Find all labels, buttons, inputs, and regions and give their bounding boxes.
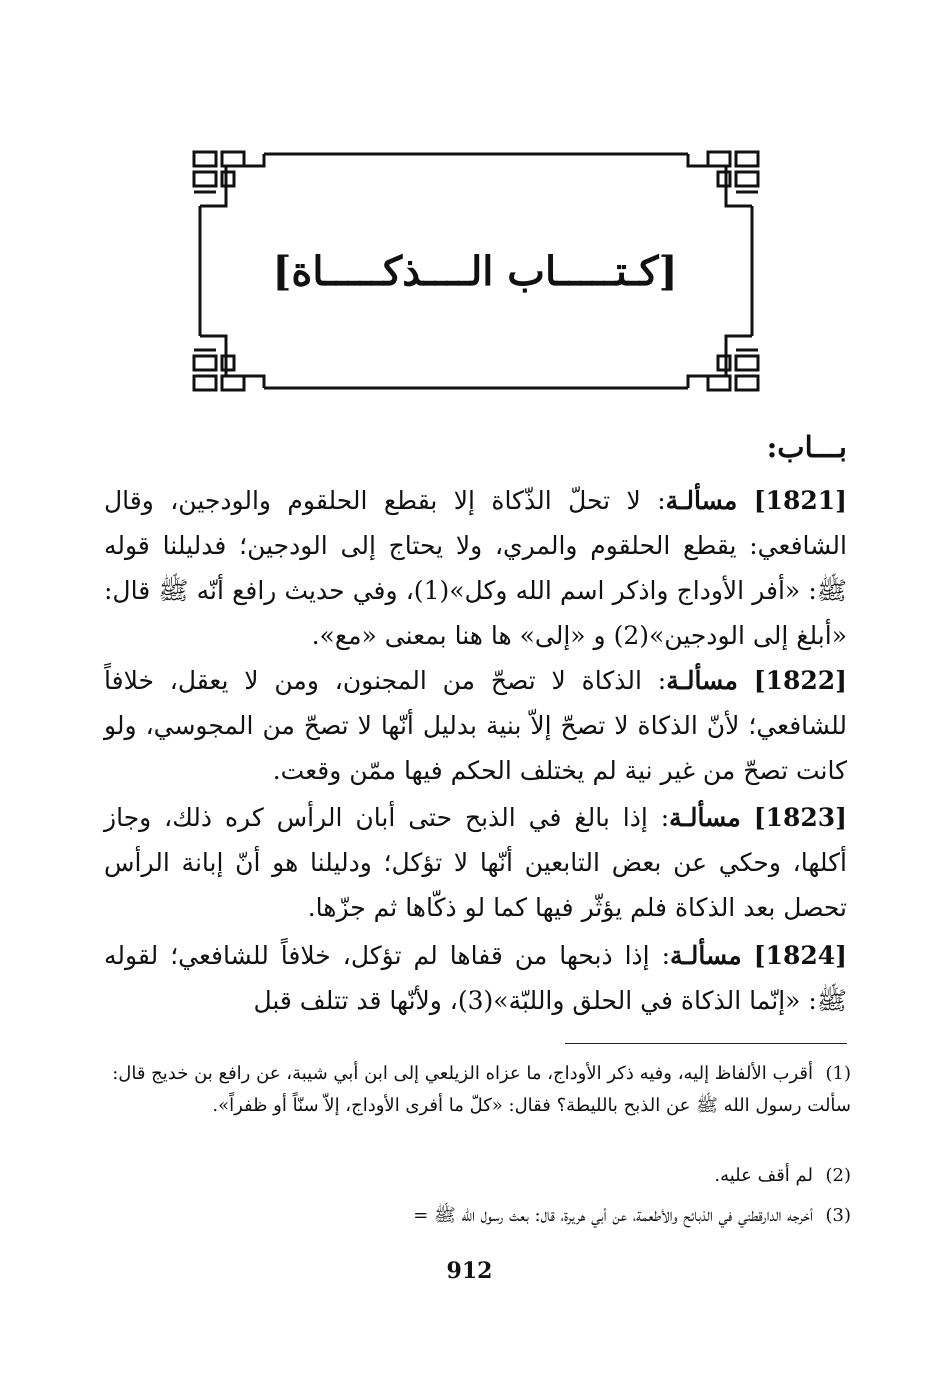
footnote <box>96 1058 851 1122</box>
issue-text: : إذا بالغ في الذبح حتى أبان الرأس كره ذلك، وجاز أكلها، وحكي عن بعض التابعين أنّها لا تؤكل؛ ودليلنا هو أنّ إبانة الرأس تحصل بعد الذكاة فلم يؤثّر فيها كما لو ذكّاها ثم جزّها. <box>104 803 847 922</box>
footnote-text: لم أقف عليه. <box>714 1165 813 1186</box>
issue-paragraph <box>104 658 847 793</box>
book-title: [كـتـــــاب الــــذكـــــاة] <box>272 248 678 295</box>
section-heading: بـــاب: <box>766 430 847 464</box>
issue-paragraph <box>104 933 847 1023</box>
issue-number: [1822] <box>753 666 847 695</box>
footnote-number: (1) <box>825 1063 851 1084</box>
footnote-number: (2) <box>825 1165 851 1186</box>
footnote-text: أقرب الألفاظ إليه، وفيه ذكر الأوداج، ما عزاه الزيلعي إلى ابن أبي شيبة، عن رافع بن خديج قال: سألت رسول الله ﷺ عن الذبح بالليطة؟ فقال: «كلّ ما أفرى الأوداج، إلاّ سنّاً أو ظفراً». <box>112 1063 851 1116</box>
footnote-divider <box>565 1043 847 1044</box>
footnote <box>96 1200 851 1232</box>
footnote <box>96 1160 851 1192</box>
issue-label: مسألـة <box>669 803 741 832</box>
issue-number: [1824] <box>753 941 847 970</box>
issue-text: : إذا ذبحها من قفاها لم تؤكل، خلافاً للشافعي؛ لقوله ﷺ: «إنّما الذكاة في الحلق واللبّة»(3)، ولأنّها قد تتلف قبل <box>104 941 847 1015</box>
issue-number: [1823] <box>753 803 847 832</box>
issue-text: : لا تحلّ الذّكاة إلا بقطع الحلقوم والودجين، وقال الشافعي: يقطع الحلقوم والمري، ولا يحتاج إلى الودجين؛ فدليلنا قوله ﷺ: «أفر الأوداج واذكر اسم الله وكل»(1)، وفي حديث رافع أنّه ﷺ قال: «أبلغ إلى الودجين»(2) و «إلى» ها هنا بمعنى «مع». <box>104 486 847 650</box>
issue-paragraph <box>104 478 847 658</box>
footnote-text: أخرجه الدارقطني في الذبائح والأطعمة، عن أبي هريرة، قال: بعث رسول الله ﷺ = <box>413 1205 813 1226</box>
issue-text: : الذكاة لا تصحّ من المجنون، ومن لا يعقل، خلافاً للشافعي؛ لأنّ الذكاة لا تصحّ إلاّ بنية بدليل أنّها لا تصحّ من المجوسي، ولو كانت تصحّ من غير نية لم يختلف الحكم فيها ممّن وقعت. <box>104 666 847 785</box>
issue-label: مسألـة <box>670 941 742 970</box>
issue-label: مسألـة <box>666 666 738 695</box>
issue-label: مسألـة <box>665 486 738 515</box>
issue-number: [1821] <box>753 486 848 515</box>
page-number: 912 <box>446 1258 493 1284</box>
footnote-number: (3) <box>825 1205 851 1226</box>
issue-paragraph <box>104 795 847 930</box>
